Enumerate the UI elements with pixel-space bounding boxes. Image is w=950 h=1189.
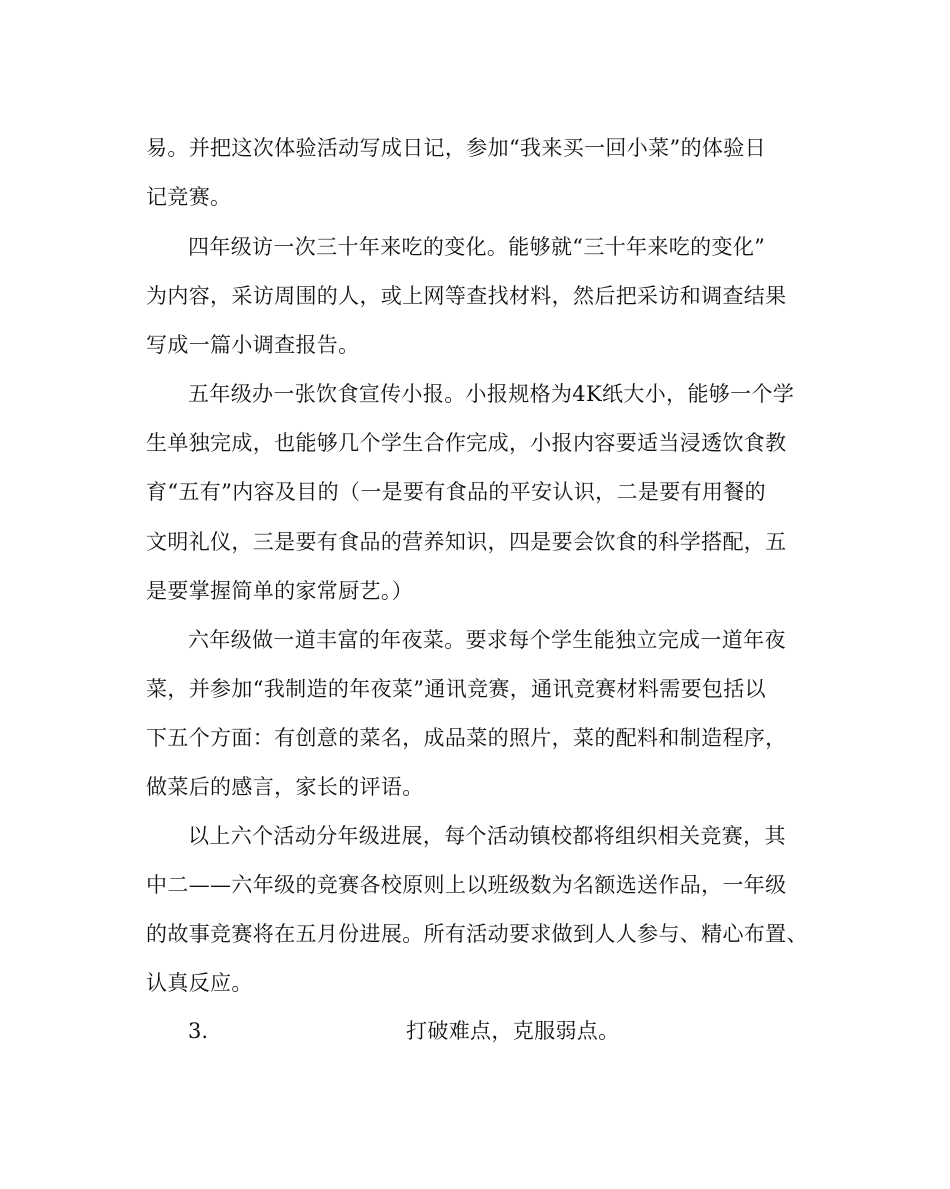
paragraph-line: 易。并把这次体验活动写成日记，参加“我来买一回小菜”的体验日: [146, 136, 766, 160]
paragraph-line: 育“五有”内容及目的（一是要有食品的平安认识，二是要有用餐的: [146, 480, 766, 504]
paragraph-line: 生单独完成，也能够几个学生合作完成，小报内容要适当浸透饮食教: [146, 431, 787, 455]
paragraph-line: 五年级办一张饮食宣传小报。小报规格为4K纸大小，能够一个学: [188, 382, 795, 406]
paragraph-line: 记竞赛。: [146, 185, 232, 209]
section-number: 3.: [188, 1019, 209, 1043]
paragraph-line: 是要掌握简单的家常厨艺。）: [146, 579, 414, 603]
paragraph-line: 文明礼仪，三是要有食品的营养知识，四是要会饮食的科学搭配，五: [146, 530, 787, 554]
paragraph-line: 下五个方面：有创意的菜名，成品菜的照片，菜的配料和制造程序，: [146, 726, 787, 750]
paragraph-line: 四年级访一次三十年来吃的变化。能够就“三十年来吃的变化”: [188, 235, 766, 259]
paragraph-line: 六年级做一道丰富的年夜菜。要求每个学生能独立完成一道年夜: [188, 628, 786, 652]
paragraph-line: 中二——六年级的竞赛各校原则上以班级数为名额选送作品，一年级: [146, 873, 787, 897]
section-heading: 打破难点，克服弱点。: [406, 1019, 620, 1043]
paragraph-line: 以上六个活动分年级进展，每个活动镇校都将组织相关竞赛，其: [188, 824, 786, 848]
paragraph-line: 菜，并参加“我制造的年夜菜”通讯竞赛，通讯竞赛材料需要包括以: [146, 677, 766, 701]
paragraph-line: 写成一篇小调查报告。: [146, 333, 360, 357]
paragraph-line: 的故事竞赛将在五月份进展。所有活动要求做到人人参与、精心布置、: [146, 922, 808, 946]
paragraph-line: 做菜后的感言，家长的评语。: [146, 775, 424, 799]
paragraph-line: 为内容，采访周围的人，或上网等查找材料，然后把采访和调查结果: [146, 284, 787, 308]
paragraph-line: 认真反应。: [146, 971, 253, 995]
